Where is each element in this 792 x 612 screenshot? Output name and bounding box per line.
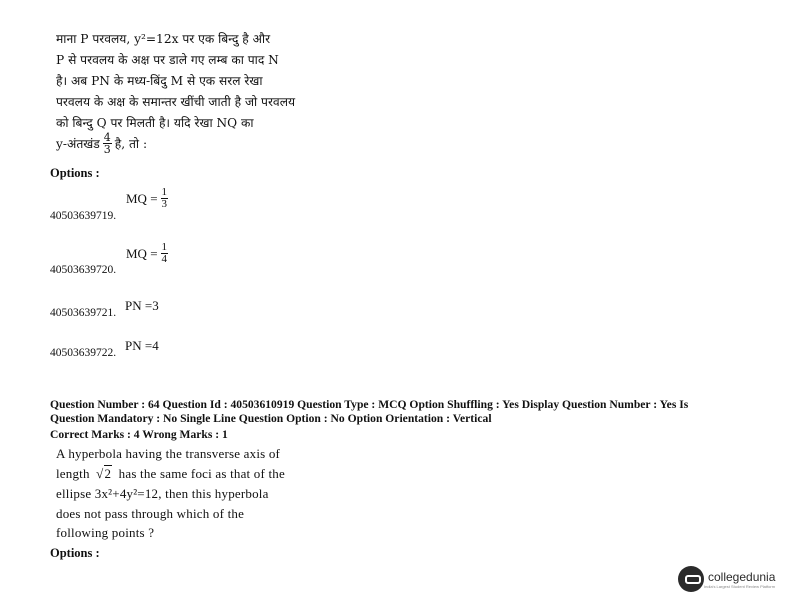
length-word: length	[56, 466, 90, 481]
options-heading: Options :	[50, 166, 100, 180]
question-meta-line-3: Correct Marks : 4 Wrong Marks : 1	[50, 428, 228, 441]
question-meta-line-1: Question Number : 64 Question Id : 40503610919 Question Type : MCQ Option Shuffling : Yes Display Question Number : Yes Is	[50, 398, 689, 411]
question-hindi-line-5: को बिन्दु Q पर मिलती है। यदि रेखा NQ का	[56, 116, 254, 130]
collegedunia-logo	[678, 566, 775, 592]
y-intercept-label: y-अंतखंड	[56, 137, 100, 151]
option-3-expression: PN =3	[125, 298, 159, 313]
option-1-expression	[126, 187, 171, 210]
question-meta-line-2: Question Mandatory : No Single Line Question Option : No Option Orientation : Vertical	[50, 412, 492, 425]
option-2-id: 40503639720.	[50, 264, 117, 276]
option-2-lhs: MQ =	[126, 245, 158, 261]
sqrt-expression: √2	[96, 466, 112, 481]
fraction-denominator: 3	[103, 143, 111, 156]
y-intercept-fraction	[103, 132, 112, 155]
logo-name: collegedunia	[708, 569, 776, 584]
mascot-icon	[678, 566, 704, 592]
question-english-line-2	[56, 466, 285, 482]
question-hindi-line-6	[56, 132, 147, 155]
option-2-fraction	[161, 242, 169, 265]
question-hindi-line-4: परवलय के अक्ष के समान्तर खींची जाती है जो परवलय	[56, 95, 296, 109]
fraction-numerator: 1	[161, 186, 168, 198]
option-1-lhs: MQ =	[126, 190, 158, 206]
option-1-fraction	[161, 187, 169, 210]
question-english-line-5: following points ?	[56, 525, 155, 540]
option-4-expression: PN =4	[125, 338, 159, 353]
option-1-id: 40503639719.	[50, 210, 117, 222]
logo-tagline: India's Largest Student Review Platform	[704, 583, 776, 589]
option-3-id: 40503639721.	[50, 307, 117, 319]
fraction-numerator: 1	[161, 241, 168, 253]
logo-text-group	[704, 570, 775, 589]
question-hindi-line-3: है। अब PN के मध्य-बिंदु M से एक सरल रेखा	[56, 74, 263, 88]
sqrt-radicand: 2	[104, 466, 112, 481]
question-english-line-4: does not pass through which of the	[56, 506, 245, 521]
question-english-line-3: ellipse 3x²+4y²=12, then this hyperbola	[56, 486, 269, 501]
option-4-id: 40503639722.	[50, 347, 117, 359]
fraction-denominator: 3	[161, 198, 168, 210]
foci-text: has the same foci as that of the	[118, 466, 285, 481]
fraction-numerator: 4	[103, 131, 111, 144]
option-2-expression	[126, 242, 171, 265]
question-english-line-1: A hyperbola having the transverse axis of	[56, 446, 281, 461]
options-heading-2: Options :	[50, 546, 100, 560]
question-hindi-suffix: है, तो :	[114, 137, 148, 151]
question-hindi-line-2: P से परवलय के अक्ष पर डाले गए लम्ब का पाद N	[56, 53, 279, 67]
fraction-denominator: 4	[161, 253, 168, 265]
question-hindi-line-1: माना P परवलय, y²=12x पर एक बिन्दु है और	[56, 32, 271, 46]
